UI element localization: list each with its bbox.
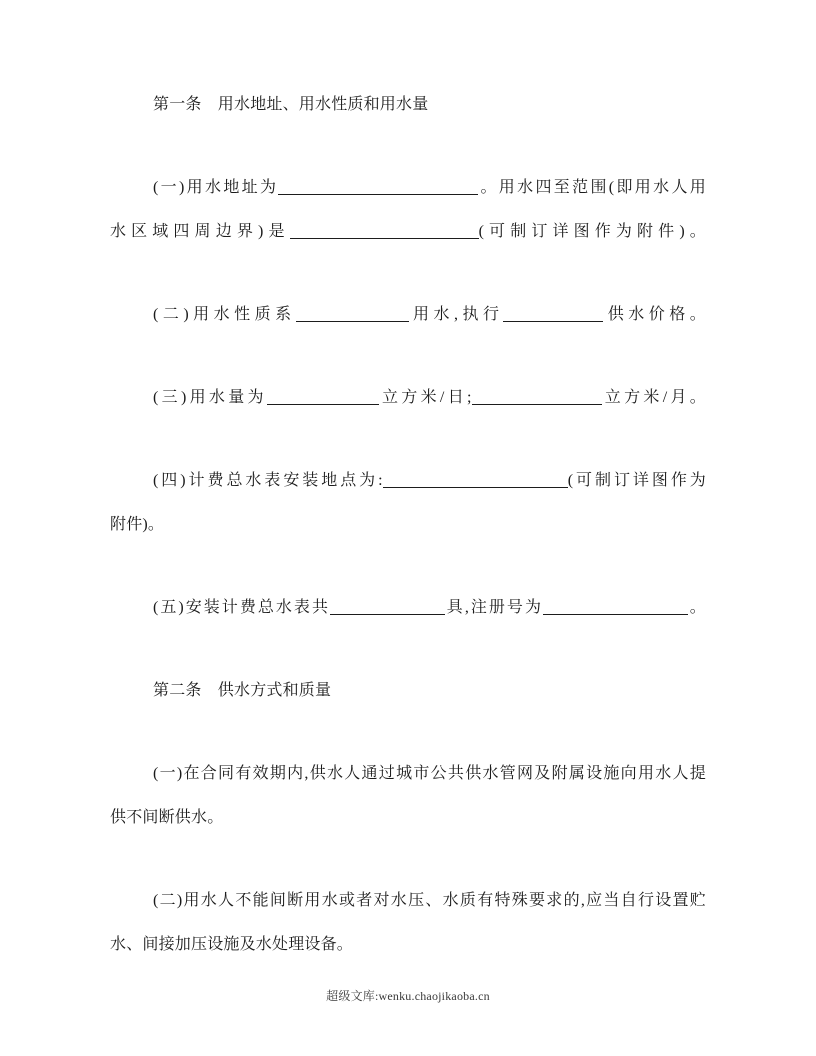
clause-text: 立方米/月。: [601, 389, 707, 406]
clause-2-item-1: [110, 752, 706, 840]
clause-line: 供不间断供水。: [110, 809, 224, 826]
clause-1-heading: [110, 83, 706, 127]
clause-2-heading-text: 第二条 供水方式和质量: [153, 682, 332, 699]
clause-text: 。: [687, 599, 706, 616]
clause-1-item-1: [110, 166, 706, 254]
clause-text: (五)安装计费总水表共: [153, 599, 330, 616]
page-footer: [0, 988, 816, 1005]
clause-text: (一)用水地址为: [153, 179, 279, 196]
clause-text: (三)用水量为: [153, 389, 267, 406]
clause-text: 水区域四周边界)是: [110, 223, 290, 240]
clause-text: (可制订详图作为: [567, 472, 706, 489]
clause-line: [110, 459, 706, 503]
clause-1-item-5: [110, 586, 706, 630]
clause-line: (二)用水人不能间断用水或者对水压、水质有特殊要求的,应当自行设置贮: [153, 892, 706, 909]
clause-text: 用水,执行: [408, 306, 504, 323]
blank-underline-address: [278, 180, 478, 195]
clause-line: 附件)。: [110, 516, 165, 533]
blank-underline-register-number: [543, 600, 688, 615]
clause-1-heading-text: 第一条 用水地址、用水性质和用水量: [153, 96, 429, 113]
blank-underline-volume-day: [267, 390, 379, 405]
clause-text: 供水价格。: [603, 306, 706, 323]
clause-2-heading: [110, 669, 706, 713]
blank-underline-water-nature: [296, 307, 409, 322]
clause-text: 立方米/日;: [378, 389, 472, 406]
blank-underline-meter-location: [383, 473, 568, 488]
footer-watermark-text: 超级文库:wenku.chaojikaoba.cn: [326, 989, 490, 1003]
clause-1-item-3: [110, 376, 706, 420]
blank-underline-price-type: [503, 307, 603, 322]
clause-1-item-2: [110, 293, 706, 337]
clause-line: [110, 210, 706, 254]
clause-text: (可制订详图作为附件)。: [478, 223, 706, 240]
clause-text: (二)用水性质系: [153, 306, 296, 323]
clause-text: 。用水四至范围(即用水人用: [478, 179, 706, 196]
clause-text: 具,注册号为: [444, 599, 543, 616]
clause-line: [110, 376, 706, 420]
clause-2-item-2: [110, 879, 706, 967]
blank-underline-meter-count: [330, 600, 445, 615]
clause-line: [110, 166, 706, 210]
clause-text: (四)计费总水表安装地点为:: [153, 472, 383, 489]
clause-line: [110, 293, 706, 337]
clause-1-item-4: [110, 459, 706, 547]
blank-underline-boundary: [290, 224, 479, 239]
clause-line: 水、间接加压设施及水处理设备。: [110, 936, 354, 953]
clause-line: (一)在合同有效期内,供水人通过城市公共供水管网及附属设施向用水人提: [153, 765, 706, 782]
clause-line: [110, 586, 706, 630]
blank-underline-volume-month: [472, 390, 602, 405]
